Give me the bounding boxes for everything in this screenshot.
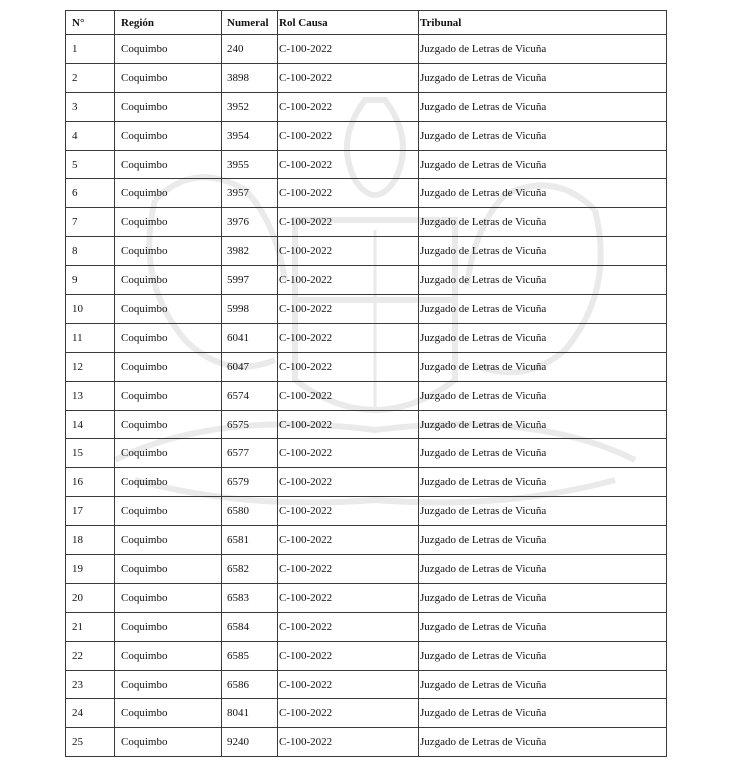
table-row [66,410,667,439]
cell-number: 16 [66,468,115,497]
cell-numeral: 3982 [222,237,278,266]
cell-region: Coquimbo [115,266,222,295]
cell-region: Coquimbo [115,583,222,612]
cell-numeral: 6582 [222,555,278,584]
cell-numeral: 6047 [222,352,278,381]
table-row [66,63,667,92]
table-row [66,555,667,584]
table-row [66,121,667,150]
cell-tribunal: Juzgado de Letras de Vicuña [419,266,667,295]
table-row [66,728,667,757]
cell-tribunal: Juzgado de Letras de Vicuña [419,295,667,324]
table-row [66,612,667,641]
table-row [66,150,667,179]
cell-number: 24 [66,699,115,728]
table-row [66,237,667,266]
cell-numeral: 3952 [222,92,278,121]
table-row [66,497,667,526]
cell-rol-causa: C-100-2022 [278,35,419,64]
cell-region: Coquimbo [115,179,222,208]
cell-number: 1 [66,35,115,64]
cell-rol-causa: C-100-2022 [278,179,419,208]
cell-numeral: 6041 [222,323,278,352]
cell-region: Coquimbo [115,699,222,728]
cell-tribunal: Juzgado de Letras de Vicuña [419,670,667,699]
cell-rol-causa: C-100-2022 [278,410,419,439]
cell-rol-causa: C-100-2022 [278,728,419,757]
cell-tribunal: Juzgado de Letras de Vicuña [419,208,667,237]
table-row [66,670,667,699]
cell-tribunal: Juzgado de Letras de Vicuña [419,468,667,497]
table-row [66,179,667,208]
table-row [66,641,667,670]
cell-region: Coquimbo [115,670,222,699]
cell-rol-causa: C-100-2022 [278,63,419,92]
header-numeral: Numeral [222,11,278,35]
cell-number: 12 [66,352,115,381]
cell-region: Coquimbo [115,237,222,266]
cell-tribunal: Juzgado de Letras de Vicuña [419,439,667,468]
cell-numeral: 6586 [222,670,278,699]
cell-tribunal: Juzgado de Letras de Vicuña [419,526,667,555]
cell-number: 2 [66,63,115,92]
cell-tribunal: Juzgado de Letras de Vicuña [419,641,667,670]
table-row [66,35,667,64]
cell-tribunal: Juzgado de Letras de Vicuña [419,35,667,64]
cell-region: Coquimbo [115,121,222,150]
cell-numeral: 6575 [222,410,278,439]
cell-region: Coquimbo [115,612,222,641]
cell-number: 25 [66,728,115,757]
table-row [66,468,667,497]
cell-number: 19 [66,555,115,584]
cell-number: 5 [66,150,115,179]
cell-rol-causa: C-100-2022 [278,555,419,584]
cell-rol-causa: C-100-2022 [278,92,419,121]
cell-numeral: 3957 [222,179,278,208]
cell-number: 14 [66,410,115,439]
cell-number: 18 [66,526,115,555]
cell-rol-causa: C-100-2022 [278,237,419,266]
cell-numeral: 6583 [222,583,278,612]
cell-region: Coquimbo [115,323,222,352]
cell-region: Coquimbo [115,468,222,497]
header-region: Región [115,11,222,35]
cell-region: Coquimbo [115,439,222,468]
cell-tribunal: Juzgado de Letras de Vicuña [419,381,667,410]
table-row [66,583,667,612]
cell-region: Coquimbo [115,555,222,584]
cell-region: Coquimbo [115,526,222,555]
cell-region: Coquimbo [115,295,222,324]
cell-rol-causa: C-100-2022 [278,121,419,150]
cell-tribunal: Juzgado de Letras de Vicuña [419,410,667,439]
cell-rol-causa: C-100-2022 [278,583,419,612]
cell-number: 11 [66,323,115,352]
cell-tribunal: Juzgado de Letras de Vicuña [419,699,667,728]
cell-tribunal: Juzgado de Letras de Vicuña [419,612,667,641]
table-header-row [66,11,667,35]
cell-tribunal: Juzgado de Letras de Vicuña [419,150,667,179]
cell-numeral: 9240 [222,728,278,757]
cell-rol-causa: C-100-2022 [278,439,419,468]
cell-number: 8 [66,237,115,266]
cell-numeral: 8041 [222,699,278,728]
cell-rol-causa: C-100-2022 [278,150,419,179]
cell-number: 9 [66,266,115,295]
cell-numeral: 5997 [222,266,278,295]
cell-rol-causa: C-100-2022 [278,295,419,324]
cell-tribunal: Juzgado de Letras de Vicuña [419,237,667,266]
cell-region: Coquimbo [115,352,222,381]
cell-region: Coquimbo [115,381,222,410]
cell-numeral: 5998 [222,295,278,324]
cell-region: Coquimbo [115,641,222,670]
cell-tribunal: Juzgado de Letras de Vicuña [419,179,667,208]
table-row [66,323,667,352]
cell-number: 10 [66,295,115,324]
cell-rol-causa: C-100-2022 [278,699,419,728]
table-row [66,295,667,324]
cell-rol-causa: C-100-2022 [278,641,419,670]
cell-tribunal: Juzgado de Letras de Vicuña [419,728,667,757]
cell-rol-causa: C-100-2022 [278,612,419,641]
cell-numeral: 3898 [222,63,278,92]
cell-tribunal: Juzgado de Letras de Vicuña [419,555,667,584]
cell-region: Coquimbo [115,35,222,64]
cell-number: 6 [66,179,115,208]
cell-tribunal: Juzgado de Letras de Vicuña [419,323,667,352]
cell-numeral: 6579 [222,468,278,497]
cell-tribunal: Juzgado de Letras de Vicuña [419,352,667,381]
cell-number: 17 [66,497,115,526]
cell-tribunal: Juzgado de Letras de Vicuña [419,583,667,612]
cell-rol-causa: C-100-2022 [278,323,419,352]
cell-number: 7 [66,208,115,237]
cell-rol-causa: C-100-2022 [278,468,419,497]
cell-number: 13 [66,381,115,410]
header-tribunal: Tribunal [419,11,667,35]
cell-region: Coquimbo [115,728,222,757]
cell-rol-causa: C-100-2022 [278,497,419,526]
cell-region: Coquimbo [115,150,222,179]
cell-numeral: 6580 [222,497,278,526]
cell-rol-causa: C-100-2022 [278,266,419,295]
cell-rol-causa: C-100-2022 [278,670,419,699]
cell-tribunal: Juzgado de Letras de Vicuña [419,92,667,121]
table-row [66,699,667,728]
cell-numeral: 6585 [222,641,278,670]
cell-rol-causa: C-100-2022 [278,352,419,381]
table-row [66,266,667,295]
cell-region: Coquimbo [115,410,222,439]
cell-numeral: 6584 [222,612,278,641]
cell-tribunal: Juzgado de Letras de Vicuña [419,497,667,526]
cell-tribunal: Juzgado de Letras de Vicuña [419,121,667,150]
cell-rol-causa: C-100-2022 [278,208,419,237]
cell-region: Coquimbo [115,63,222,92]
cell-number: 15 [66,439,115,468]
cell-number: 3 [66,92,115,121]
table-row [66,439,667,468]
cell-numeral: 3976 [222,208,278,237]
table-row [66,352,667,381]
cell-region: Coquimbo [115,497,222,526]
cell-numeral: 6574 [222,381,278,410]
records-table [65,10,667,757]
cell-numeral: 3954 [222,121,278,150]
table-row [66,526,667,555]
cell-number: 4 [66,121,115,150]
table-row [66,208,667,237]
cell-region: Coquimbo [115,92,222,121]
cell-numeral: 240 [222,35,278,64]
cell-rol-causa: C-100-2022 [278,381,419,410]
cell-numeral: 3955 [222,150,278,179]
cell-rol-causa: C-100-2022 [278,526,419,555]
cell-numeral: 6577 [222,439,278,468]
cell-region: Coquimbo [115,208,222,237]
header-rol-causa: Rol Causa [278,11,419,35]
cell-tribunal: Juzgado de Letras de Vicuña [419,63,667,92]
cell-number: 22 [66,641,115,670]
table-row [66,92,667,121]
cell-number: 23 [66,670,115,699]
cell-number: 21 [66,612,115,641]
table-row [66,381,667,410]
cell-number: 20 [66,583,115,612]
cell-numeral: 6581 [222,526,278,555]
header-number: N° [66,11,115,35]
